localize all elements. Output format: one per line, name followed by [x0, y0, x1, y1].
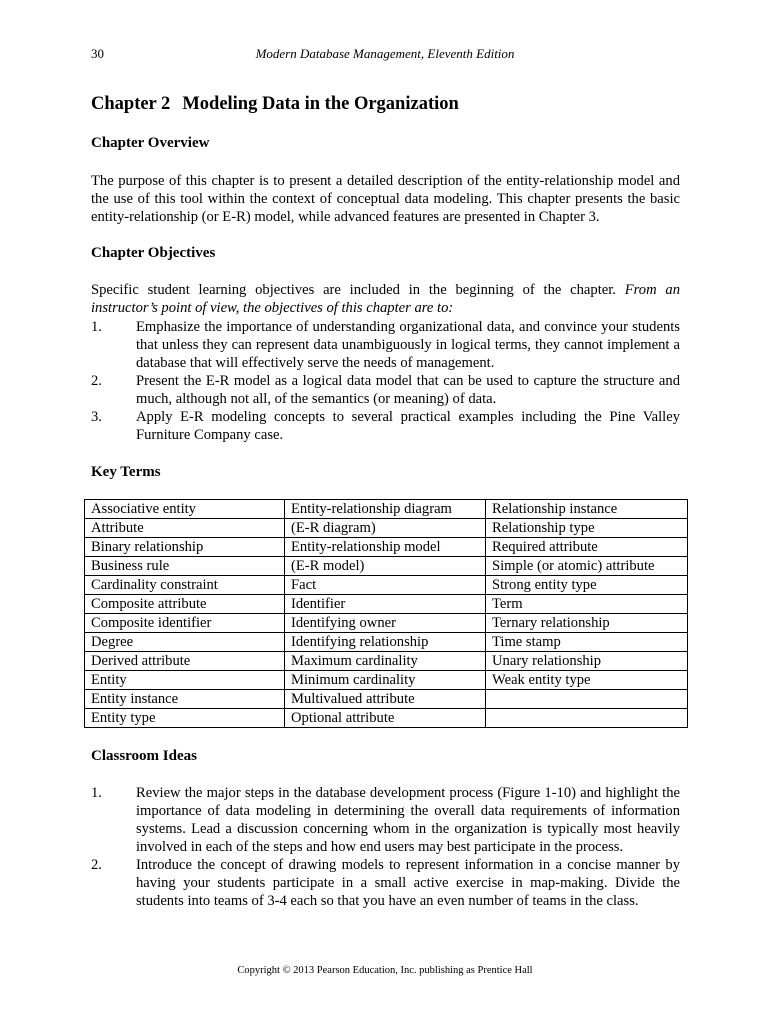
term-cell: Maximum cardinality	[285, 652, 486, 671]
term-cell: Entity	[85, 671, 285, 690]
term-cell	[486, 690, 688, 709]
objectives-heading: Chapter Objectives	[91, 245, 216, 261]
table-row	[85, 538, 688, 557]
term-cell: Fact	[285, 576, 486, 595]
term-cell: Entity type	[85, 709, 285, 728]
term-cell: Identifying relationship	[285, 633, 486, 652]
term-cell: Required attribute	[486, 538, 688, 557]
term-cell: Time stamp	[486, 633, 688, 652]
classroom-item-text: Review the major steps in the database development process (Figure 1-10) and highlight the importance of data modeling in determining the overall data requirements of information systems. Lead a discussion concerning whom in the organization is typically most heavily involved in each of the steps and how end users may best participate in the process.	[136, 785, 680, 855]
term-cell: Optional attribute	[285, 709, 486, 728]
table-row	[85, 652, 688, 671]
objectives-list	[91, 318, 680, 444]
term-cell: (E-R diagram)	[285, 519, 486, 538]
classroom-item	[91, 784, 680, 856]
term-cell: Multivalued attribute	[285, 690, 486, 709]
objectives-intro	[91, 281, 680, 317]
objective-item	[91, 372, 680, 408]
term-cell: Entity-relationship model	[285, 538, 486, 557]
term-cell: Relationship type	[486, 519, 688, 538]
objective-text: Emphasize the importance of understanding organizational data, and convince your students that unless they can represent data unambiguously in logical terms, they cannot implement a database that will effectively serve the needs of management.	[136, 319, 680, 371]
term-cell: Composite identifier	[85, 614, 285, 633]
term-cell: Term	[486, 595, 688, 614]
chapter-number: Chapter 2	[91, 94, 171, 114]
table-row	[85, 557, 688, 576]
table-row	[85, 576, 688, 595]
key-terms-table	[84, 499, 688, 728]
running-title: Modern Database Management, Eleventh Edition	[255, 46, 515, 61]
table-row	[85, 633, 688, 652]
classroom-item	[91, 856, 680, 910]
table-row	[85, 519, 688, 538]
classroom-item-text: Introduce the concept of drawing models to represent information in a concise manner by having your students participate in a small active exercise in map-making. Divide the students into teams of 3-4 each so that you have an even number of teams in the class.	[136, 857, 680, 909]
table-row	[85, 595, 688, 614]
term-cell: Identifying owner	[285, 614, 486, 633]
term-cell: Ternary relationship	[486, 614, 688, 633]
objectives-intro-text: Specific student learning objectives are included in the beginning of the chapter.	[91, 282, 616, 298]
table-row	[85, 500, 688, 519]
objective-item	[91, 408, 680, 444]
term-cell: Binary relationship	[85, 538, 285, 557]
term-cell: Unary relationship	[486, 652, 688, 671]
term-cell: Cardinality constraint	[85, 576, 285, 595]
table-row	[85, 614, 688, 633]
page-number: 30	[91, 46, 104, 61]
classroom-heading: Classroom Ideas	[91, 748, 197, 764]
classroom-item-number: 2.	[91, 857, 102, 873]
term-cell: Simple (or atomic) attribute	[486, 557, 688, 576]
term-cell: Associative entity	[85, 500, 285, 519]
overview-paragraph: The purpose of this chapter is to present a detailed description of the entity-relationship model and the use of this tool within the context of conceptual data modeling. This chapter presents the basic entity-relationship (or E-R) model, while advanced features are presented in Chapter 3.	[91, 173, 680, 225]
term-cell: Entity-relationship diagram	[285, 500, 486, 519]
term-cell: Derived attribute	[85, 652, 285, 671]
objective-text: Present the E-R model as a logical data model that can be used to capture the structure and much, although not all, of the semantics (or meaning) of data.	[136, 373, 680, 407]
term-cell: Composite attribute	[85, 595, 285, 614]
objective-number: 2.	[91, 373, 102, 389]
term-cell	[486, 709, 688, 728]
table-row	[85, 690, 688, 709]
classroom-item-number: 1.	[91, 785, 102, 801]
term-cell: Relationship instance	[486, 500, 688, 519]
key-terms-heading: Key Terms	[91, 464, 161, 480]
term-cell: Identifier	[285, 595, 486, 614]
term-cell: (E-R model)	[285, 557, 486, 576]
term-cell: Strong entity type	[486, 576, 688, 595]
overview-heading: Chapter Overview	[91, 135, 210, 151]
term-cell: Attribute	[85, 519, 285, 538]
term-cell: Degree	[85, 633, 285, 652]
term-cell: Entity instance	[85, 690, 285, 709]
objective-item	[91, 318, 680, 372]
classroom-list	[91, 784, 680, 910]
table-row	[85, 671, 688, 690]
term-cell: Minimum cardinality	[285, 671, 486, 690]
copyright-footer: Copyright © 2013 Pearson Education, Inc. publishing as Prentice Hall	[237, 965, 533, 976]
objective-number: 1.	[91, 319, 102, 335]
objective-text: Apply E-R modeling concepts to several practical examples including the Pine Valley Furniture Company case.	[136, 409, 680, 443]
term-cell: Business rule	[85, 557, 285, 576]
objective-number: 3.	[91, 409, 102, 425]
chapter-name: Modeling Data in the Organization	[182, 94, 459, 114]
table-row	[85, 709, 688, 728]
chapter-title	[91, 94, 459, 115]
objectives-intro-italic: From an instructor’s point of view, the objectives of this chapter are to:	[91, 282, 680, 316]
term-cell: Weak entity type	[486, 671, 688, 690]
